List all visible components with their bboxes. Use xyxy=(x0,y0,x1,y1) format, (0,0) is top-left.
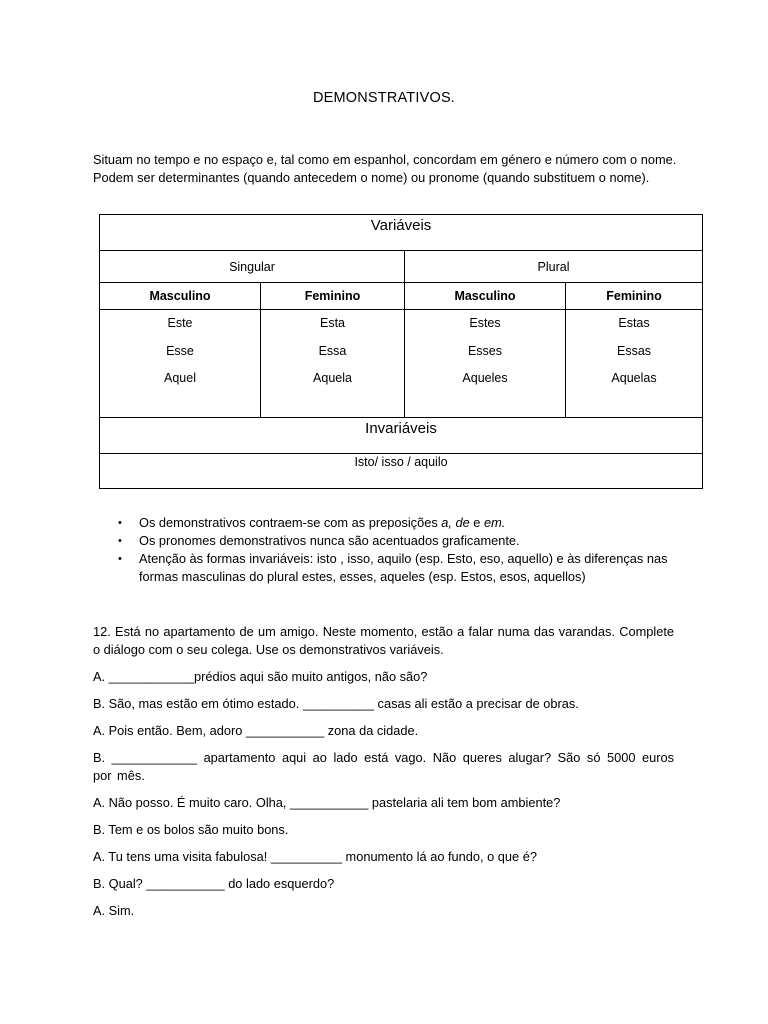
word: Esta xyxy=(319,316,345,330)
dialogue xyxy=(93,668,674,920)
page-title: DEMONSTRATIVOS. xyxy=(312,90,456,106)
word: Esse xyxy=(166,343,194,358)
bullet-icon: • xyxy=(118,553,122,565)
exercise-section xyxy=(93,623,674,920)
plural-header: Plural xyxy=(405,251,703,283)
dialogue-line: B. Tem e os bolos são muito bons. xyxy=(93,822,289,837)
table-cell xyxy=(100,310,261,418)
word: Esses xyxy=(467,343,503,358)
dialogue-line: B. Qual? ___________ do lado esquerdo? xyxy=(93,876,335,891)
dialogue-line: B. ____________ apartamento aqui ao lado está vago. Não queres alugar? São só 5000 euros por mês. xyxy=(93,750,674,783)
dialogue-line: B. São, mas estão em ótimo estado. __________ casas ali estão a precisar de obras. xyxy=(93,696,579,711)
table-cell xyxy=(261,310,405,418)
table-cell xyxy=(405,310,566,418)
bullet-icon: • xyxy=(118,517,122,529)
dialogue-line: A. ____________prédios aqui são muito antigos, não são? xyxy=(93,669,428,684)
exercise-prompt: 12. Está no apartamento de um amigo. Neste momento, estão a falar numa das varandas. Complete o diálogo com o seu colega. Use os demonstrativos variáveis. xyxy=(93,624,674,657)
word: Essas xyxy=(616,343,652,358)
dialogue-line: A. Sim. xyxy=(93,903,135,918)
word: Aquela xyxy=(313,371,352,385)
variaveis-header: Variáveis xyxy=(100,215,703,251)
list-item: • Os demonstrativos contraem-se com as preposições a, de e em. xyxy=(118,515,506,530)
word: Aqueles xyxy=(462,371,508,385)
column-header: Masculino xyxy=(100,283,261,310)
word: Essa xyxy=(318,343,347,358)
invariaveis-header: Invariáveis xyxy=(100,418,703,454)
invariaveis-value: Isto/ isso / aquilo xyxy=(100,454,703,489)
word: Aquelas xyxy=(611,371,657,385)
list-item: • Atenção às formas invariáveis: isto , isso, aquilo (esp. Esto, eso, aquello) e às diferenças nas formas masculinas do plural estes, esses, aqueles (esp. Estos, esos, aquellos) xyxy=(118,551,668,584)
dialogue-line: A. Não posso. É muito caro. Olha, ___________ pastelaria ali tem bom ambiente? xyxy=(93,795,561,810)
word: Estes xyxy=(469,316,501,330)
column-header: Feminino xyxy=(261,283,405,310)
intro-paragraph: Situam no tempo e no espaço e, tal como em espanhol, concordam em género e número com o nome. Podem ser determinantes (quando antecedem o nome) ou pronome (quando substituem o nome). xyxy=(93,152,677,185)
word: Aquel xyxy=(164,371,196,385)
list-item: • Os pronomes demonstrativos nunca são acentuados graficamente. xyxy=(118,533,520,548)
column-header: Masculino xyxy=(405,283,566,310)
demonstratives-table xyxy=(99,214,703,489)
singular-header: Singular xyxy=(100,251,405,283)
notes-list xyxy=(118,514,678,586)
column-header: Feminino xyxy=(566,283,703,310)
dialogue-line: A. Pois então. Bem, adoro ___________ zona da cidade. xyxy=(93,723,419,738)
word: Estas xyxy=(618,316,650,330)
table-cell xyxy=(566,310,703,418)
bullet-icon: • xyxy=(118,535,122,547)
word: Este xyxy=(167,316,193,330)
dialogue-line: A. Tu tens uma visita fabulosa! __________ monumento lá ao fundo, o que é? xyxy=(93,849,537,864)
